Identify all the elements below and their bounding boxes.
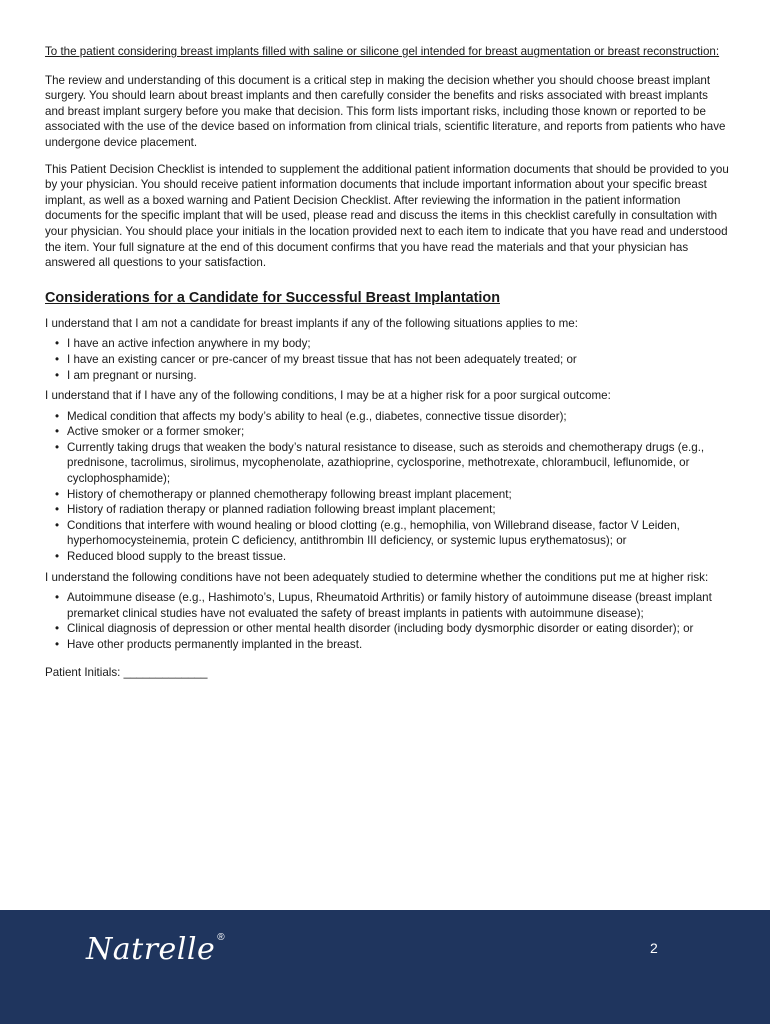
paragraph-review: The review and understanding of this document is a critical step in making the decision whether you should choose breast implant surgery. You should learn about breast implants and then carefully consider the benefits and risks associated with breast implants and breast implant surgery before you make that decision. This form lists important risks, including those known or reported to be associated with the use of the device based on information from clinical trials, scientific literature, and reports from patients who have undergone device placement. [45, 73, 726, 149]
group1-lead: I understand that I am not a candidate for breast implants if any of the following situations applies to me: [45, 316, 578, 330]
list-item: • Have other products permanently implanted in the breast. [55, 638, 363, 651]
bullet-icon: • [55, 425, 60, 439]
document-body [45, 44, 730, 680]
bullet-icon: • [55, 638, 60, 651]
list-item: • History of chemotherapy or planned chemotherapy following breast implant placement; [55, 487, 512, 501]
bullet-icon: • [55, 622, 60, 636]
bullet-icon: • [55, 352, 60, 366]
page-number: 2 [650, 940, 658, 956]
natrelle-logo [86, 932, 225, 967]
group2-list [45, 409, 730, 565]
group1-list [45, 336, 730, 383]
bullet-icon: • [55, 550, 60, 564]
list-item: • History of radiation therapy or planned radiation following breast implant placement; [55, 503, 496, 517]
group3-lead: I understand the following conditions have not been adequately studied to determine whether the conditions put me at higher risk: [45, 570, 709, 584]
bullet-icon: • [55, 368, 60, 382]
registered-mark: ® [217, 932, 226, 943]
section-heading: Considerations for a Candidate for Successful Breast Implantation [45, 289, 500, 306]
list-item: • I have an active infection anywhere in my body; [55, 337, 311, 351]
list-item: • Active smoker or a former smoker; [55, 425, 245, 439]
logo-wordmark: Natrelle [86, 932, 216, 967]
group3-list [45, 590, 730, 652]
bullet-icon: • [55, 409, 60, 423]
patient-initials-field[interactable]: Patient Initials: _____________ [45, 665, 208, 679]
list-item: • Autoimmune disease (e.g., Hashimoto’s, Lupus, Rheumatoid Arthritis) or family history of autoimmune disease (breast implant premarket clinical studies have not evaluated the safety of breast implants in patients with autoimmune disease); [55, 591, 712, 620]
bullet-icon: • [55, 487, 60, 501]
paragraph-checklist: This Patient Decision Checklist is intended to supplement the additional patient information documents that should be provided to you by your physician. You should receive patient information documents that include important information about your specific breast implant, as well as a boxed warning and Patient Decision Checklist. After reviewing the information in the patient information documents for the specific implant that will be used, please read and discuss the items in this checklist carefully in consultation with your physician. You should place your initials in the location provided next to each item to indicate that you have read and understood the item. Your full signature at the end of this document confirms that you have read the materials and that your physician has answered all questions to your satisfaction. [45, 162, 729, 270]
list-item: • Currently taking drugs that weaken the body’s natural resistance to disease, such as steroids and chemotherapy drugs (e.g., prednisone, tacrolimus, sirolimus, mycophenolate, azathioprine, cyclosporine, methotrexate, chlorambucil, leflunomide, or cyclophosphamide); [55, 440, 705, 486]
bullet-icon: • [55, 503, 60, 517]
list-item: • I am pregnant or nursing. [55, 368, 197, 382]
group2-lead: I understand that if I have any of the following conditions, I may be at a higher risk for a poor surgical outcome: [45, 389, 611, 403]
bullet-icon: • [55, 440, 60, 454]
list-item: • Conditions that interfere with wound healing or blood clotting (e.g., hemophilia, von Willebrand disease, factor V Leiden, hyperhomocysteinemia, protein C deficiency, antithrombin III deficiency, or systemic lupus erythematosus); or [55, 518, 680, 548]
list-item: • I have an existing cancer or pre-cancer of my breast tissue that has not been adequately treated; or [55, 352, 577, 366]
intro-line: To the patient considering breast implants filled with saline or silicone gel intended for breast augmentation or breast reconstruction: [45, 45, 720, 58]
bullet-icon: • [55, 518, 60, 532]
list-item: • Reduced blood supply to the breast tissue. [55, 550, 287, 564]
list-item: • Clinical diagnosis of depression or other mental health disorder (including body dysmorphic disorder or eating disorder); or [55, 622, 694, 636]
footer-band [0, 910, 770, 1024]
bullet-icon: • [55, 591, 60, 605]
list-item: • Medical condition that affects my body’s ability to heal (e.g., diabetes, connective tissue disorder); [55, 409, 567, 423]
bullet-icon: • [55, 337, 60, 351]
